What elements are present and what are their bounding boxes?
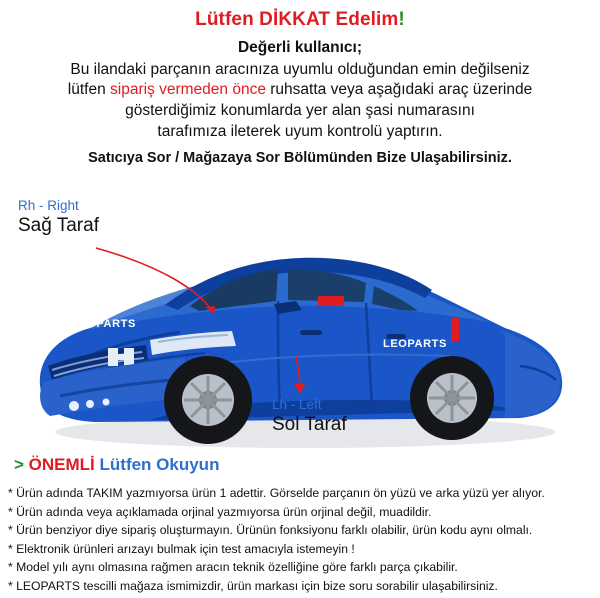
page-title-text: Lütfen DİKKAT Edelim xyxy=(195,9,399,30)
rear-wheel xyxy=(410,356,494,440)
notes-list xyxy=(8,484,594,595)
door-handle-front xyxy=(300,330,322,335)
warning-line-4: tarafımıza ileterek uyum kontrolü yaptırın. xyxy=(157,122,443,140)
list-item: * Ürün adında veya açıklamada orjinal yazmıyorsa ürün orjinal değil, muadildir. xyxy=(8,504,432,519)
read-please-word: Lütfen Okuyun xyxy=(99,455,220,474)
front-wheel xyxy=(164,356,252,444)
label-right-small: Rh - Right xyxy=(18,198,79,214)
list-item: * Ürün benziyor diye sipariş oluşturmayın. Ürünün fonksiyonu farklı olabilir, ürün kodu aynı olmalı. xyxy=(8,523,533,538)
warning-line-2 xyxy=(12,80,588,101)
warning-paragraph xyxy=(0,60,600,142)
label-right-side xyxy=(18,198,99,237)
warning-line-2-highlight: sipariş vermeden önce xyxy=(110,81,266,99)
arrow-icon: > xyxy=(14,455,24,474)
warning-line-3: gösterdiğimiz konumlarda yer alan şasi numarasını xyxy=(125,101,475,119)
warning-header xyxy=(0,0,600,166)
warning-line-2-pre: lütfen xyxy=(67,81,111,99)
label-left-big: Sol Taraf xyxy=(272,414,347,436)
fog-light-3 xyxy=(103,399,110,406)
page-title xyxy=(0,8,600,32)
contact-seller-line: Satıcıya Sor / Mağazaya Sor Bölümünden Bize Ulaşabilirsiniz. xyxy=(88,150,512,167)
label-left-side xyxy=(272,397,347,436)
watermark-leoparts-rear: LEOPARTS xyxy=(383,338,447,351)
subtitle: Değerli kullanıcı; xyxy=(237,38,363,56)
list-item: * LEOPARTS tescilli mağaza ismimizdir, ürün markası için bize soru sorabilir ulaşabilirsiniz. xyxy=(8,578,498,593)
exclamation-mark: ! xyxy=(398,9,405,30)
fog-light xyxy=(69,401,79,411)
label-left-small: Lh - Left xyxy=(272,397,322,413)
warning-line-1: Bu ilandaki parçanın aracınıza uyumlu olduğundan emin değilseniz xyxy=(70,60,530,78)
list-item: * Ürün adında TAKIM yazmıyorsa ürün 1 adettir. Görselde parçanın ön yüzü ve arka yüzü yer alıyor. xyxy=(8,486,545,500)
vin-marker-dashboard xyxy=(318,296,344,306)
label-right-big: Sağ Taraf xyxy=(18,215,99,237)
important-word: ÖNEMLİ xyxy=(28,455,95,474)
fog-light-2 xyxy=(86,400,94,408)
car-illustration xyxy=(0,170,600,470)
vin-marker-door-pillar xyxy=(451,318,459,342)
list-item: * Elektronik ürünleri arızayı bulmak için test amacıyla istemeyin ! xyxy=(8,541,355,556)
warning-line-2-post: ruhsatta veya aşağıdaki araç üzerinde xyxy=(265,81,533,99)
watermark-leoparts-front: LEOPARTS xyxy=(72,318,136,331)
important-heading xyxy=(14,455,219,475)
list-item: * Model yılı aynı olmasına rağmen aracın teknik özelliğine göre farklı parça çıkabilir. xyxy=(8,560,458,575)
